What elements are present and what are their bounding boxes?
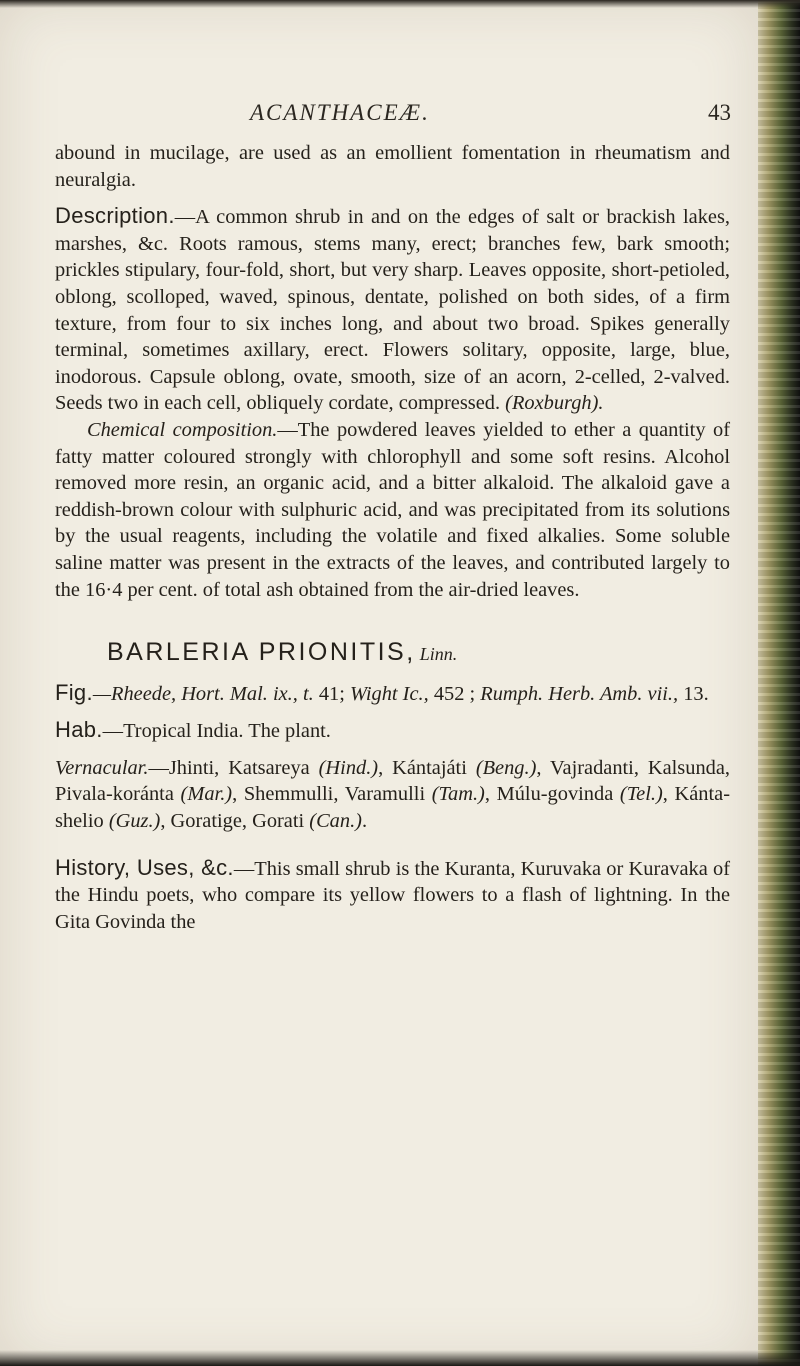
fig-number-rumph: 13. bbox=[678, 682, 709, 705]
fig-paragraph bbox=[55, 680, 730, 708]
vernacular-language: (Tam.) bbox=[431, 783, 485, 806]
history-heading: History, Uses, &c. bbox=[55, 854, 234, 880]
page-number: 43 bbox=[708, 100, 731, 125]
chemical-composition-heading: Chemical composition. bbox=[87, 418, 278, 441]
chemical-composition-body: —The powdered leaves yielded to ether a quantity of fatty matter coloured strongly with chlorophyll and some soft resins. Alcohol removed more resin, an organic acid, and a bitter alkaloid. The alkaloid gave a reddish-brown colour with sulphuric acid, and was precipitated from its solutions by the usual reagents, including the volatile and fixed alkalies. Some soluble saline matter was present in the extracts of the leaves, and contributed largely to the 16·4 per cent. of total ash obtained from the air-dried leaves. bbox=[55, 418, 730, 601]
vernacular-language: (Mar.) bbox=[180, 783, 233, 806]
continuation-text: abound in mucilage, are used as an emollient fomentation in rheumatism and neuralgia. bbox=[55, 142, 730, 191]
vernacular-language: (Guz.) bbox=[108, 810, 161, 833]
chemical-composition-paragraph bbox=[55, 417, 730, 603]
history-paragraph bbox=[55, 855, 730, 936]
page-body bbox=[55, 140, 730, 935]
description-body: —A common shrub in and on the edges of salt or brackish lakes, marshes, &c. Roots ramous, stems many, erect; branches few, bark smooth; prickles stipulary, four-fold, short, but very sharp. Leaves opposite, short-petioled, oblong, scolloped, waved, spinous, dentate, polished on both sides, of a firm texture, from four to six inches long, and about two broad. Spikes generally terminal, sometimes axillary, erect. Flowers solitary, opposite, large, blue, inodorous. Capsule oblong, ovate, smooth, size of an acorn, 2-celled, 2-valved. Seeds two in each cell, obliquely cordate, compressed. bbox=[55, 206, 730, 415]
vernacular-language: (Hind.) bbox=[318, 756, 379, 779]
species-title bbox=[55, 639, 730, 668]
binding-texture bbox=[758, 0, 800, 1366]
description-paragraph bbox=[55, 203, 730, 417]
hab-body: —Tropical India. The plant. bbox=[102, 720, 331, 743]
vernacular-text: , Vajradanti, Kalsunda, Pivala-koránta bbox=[55, 756, 730, 806]
vernacular-paragraph bbox=[55, 755, 730, 835]
vernacular-language: (Can.) bbox=[309, 810, 362, 833]
fig-reference-rumph: Rumph. Herb. Amb. vii., bbox=[480, 682, 679, 705]
bottom-edge bbox=[0, 1350, 800, 1366]
vernacular-language: (Tel.) bbox=[619, 783, 663, 806]
hab-heading: Hab. bbox=[55, 717, 103, 743]
fig-number-wight: 452 ; bbox=[428, 682, 481, 705]
species-name: BARLERIA PRIONITIS, bbox=[107, 638, 416, 667]
fig-number-rheede: 41; bbox=[313, 682, 350, 705]
vernacular-text: —Jhinti, Katsareya bbox=[148, 756, 319, 779]
vernacular-text: , Goratige, Gorati bbox=[160, 810, 310, 833]
description-citation: (Roxburgh). bbox=[505, 392, 604, 415]
vernacular-text: , Kántajáti bbox=[378, 756, 476, 779]
species-authority: Linn. bbox=[419, 644, 458, 665]
top-shadow bbox=[0, 0, 800, 8]
vernacular-language: (Beng.) bbox=[475, 756, 537, 779]
vernacular-heading: Vernacular. bbox=[55, 756, 149, 779]
hab-paragraph bbox=[55, 717, 730, 745]
vernacular-text: . bbox=[361, 810, 368, 833]
fig-reference-wight: Wight Ic., bbox=[350, 682, 429, 705]
vernacular-text: , Kánta-shelio bbox=[55, 783, 730, 833]
vernacular-text: , Shemmulli, Varamulli bbox=[232, 783, 432, 806]
continuation-paragraph bbox=[55, 140, 730, 193]
history-body: —This small shrub is the Kuranta, Kuruvaka or Kuravaka of the Hindu poets, who compare its yellow flowers to a flash of lightning. In the Gita Govinda the bbox=[55, 857, 730, 933]
page-header bbox=[0, 100, 758, 130]
vernacular-text: , Múlu-govinda bbox=[484, 783, 620, 806]
running-head: ACANTHACEÆ. bbox=[250, 100, 430, 125]
fig-heading: Fig. bbox=[55, 679, 93, 705]
fig-reference-rheede: —Rheede, Hort. Mal. ix., t. bbox=[92, 682, 314, 705]
description-heading: Description. bbox=[55, 203, 175, 229]
